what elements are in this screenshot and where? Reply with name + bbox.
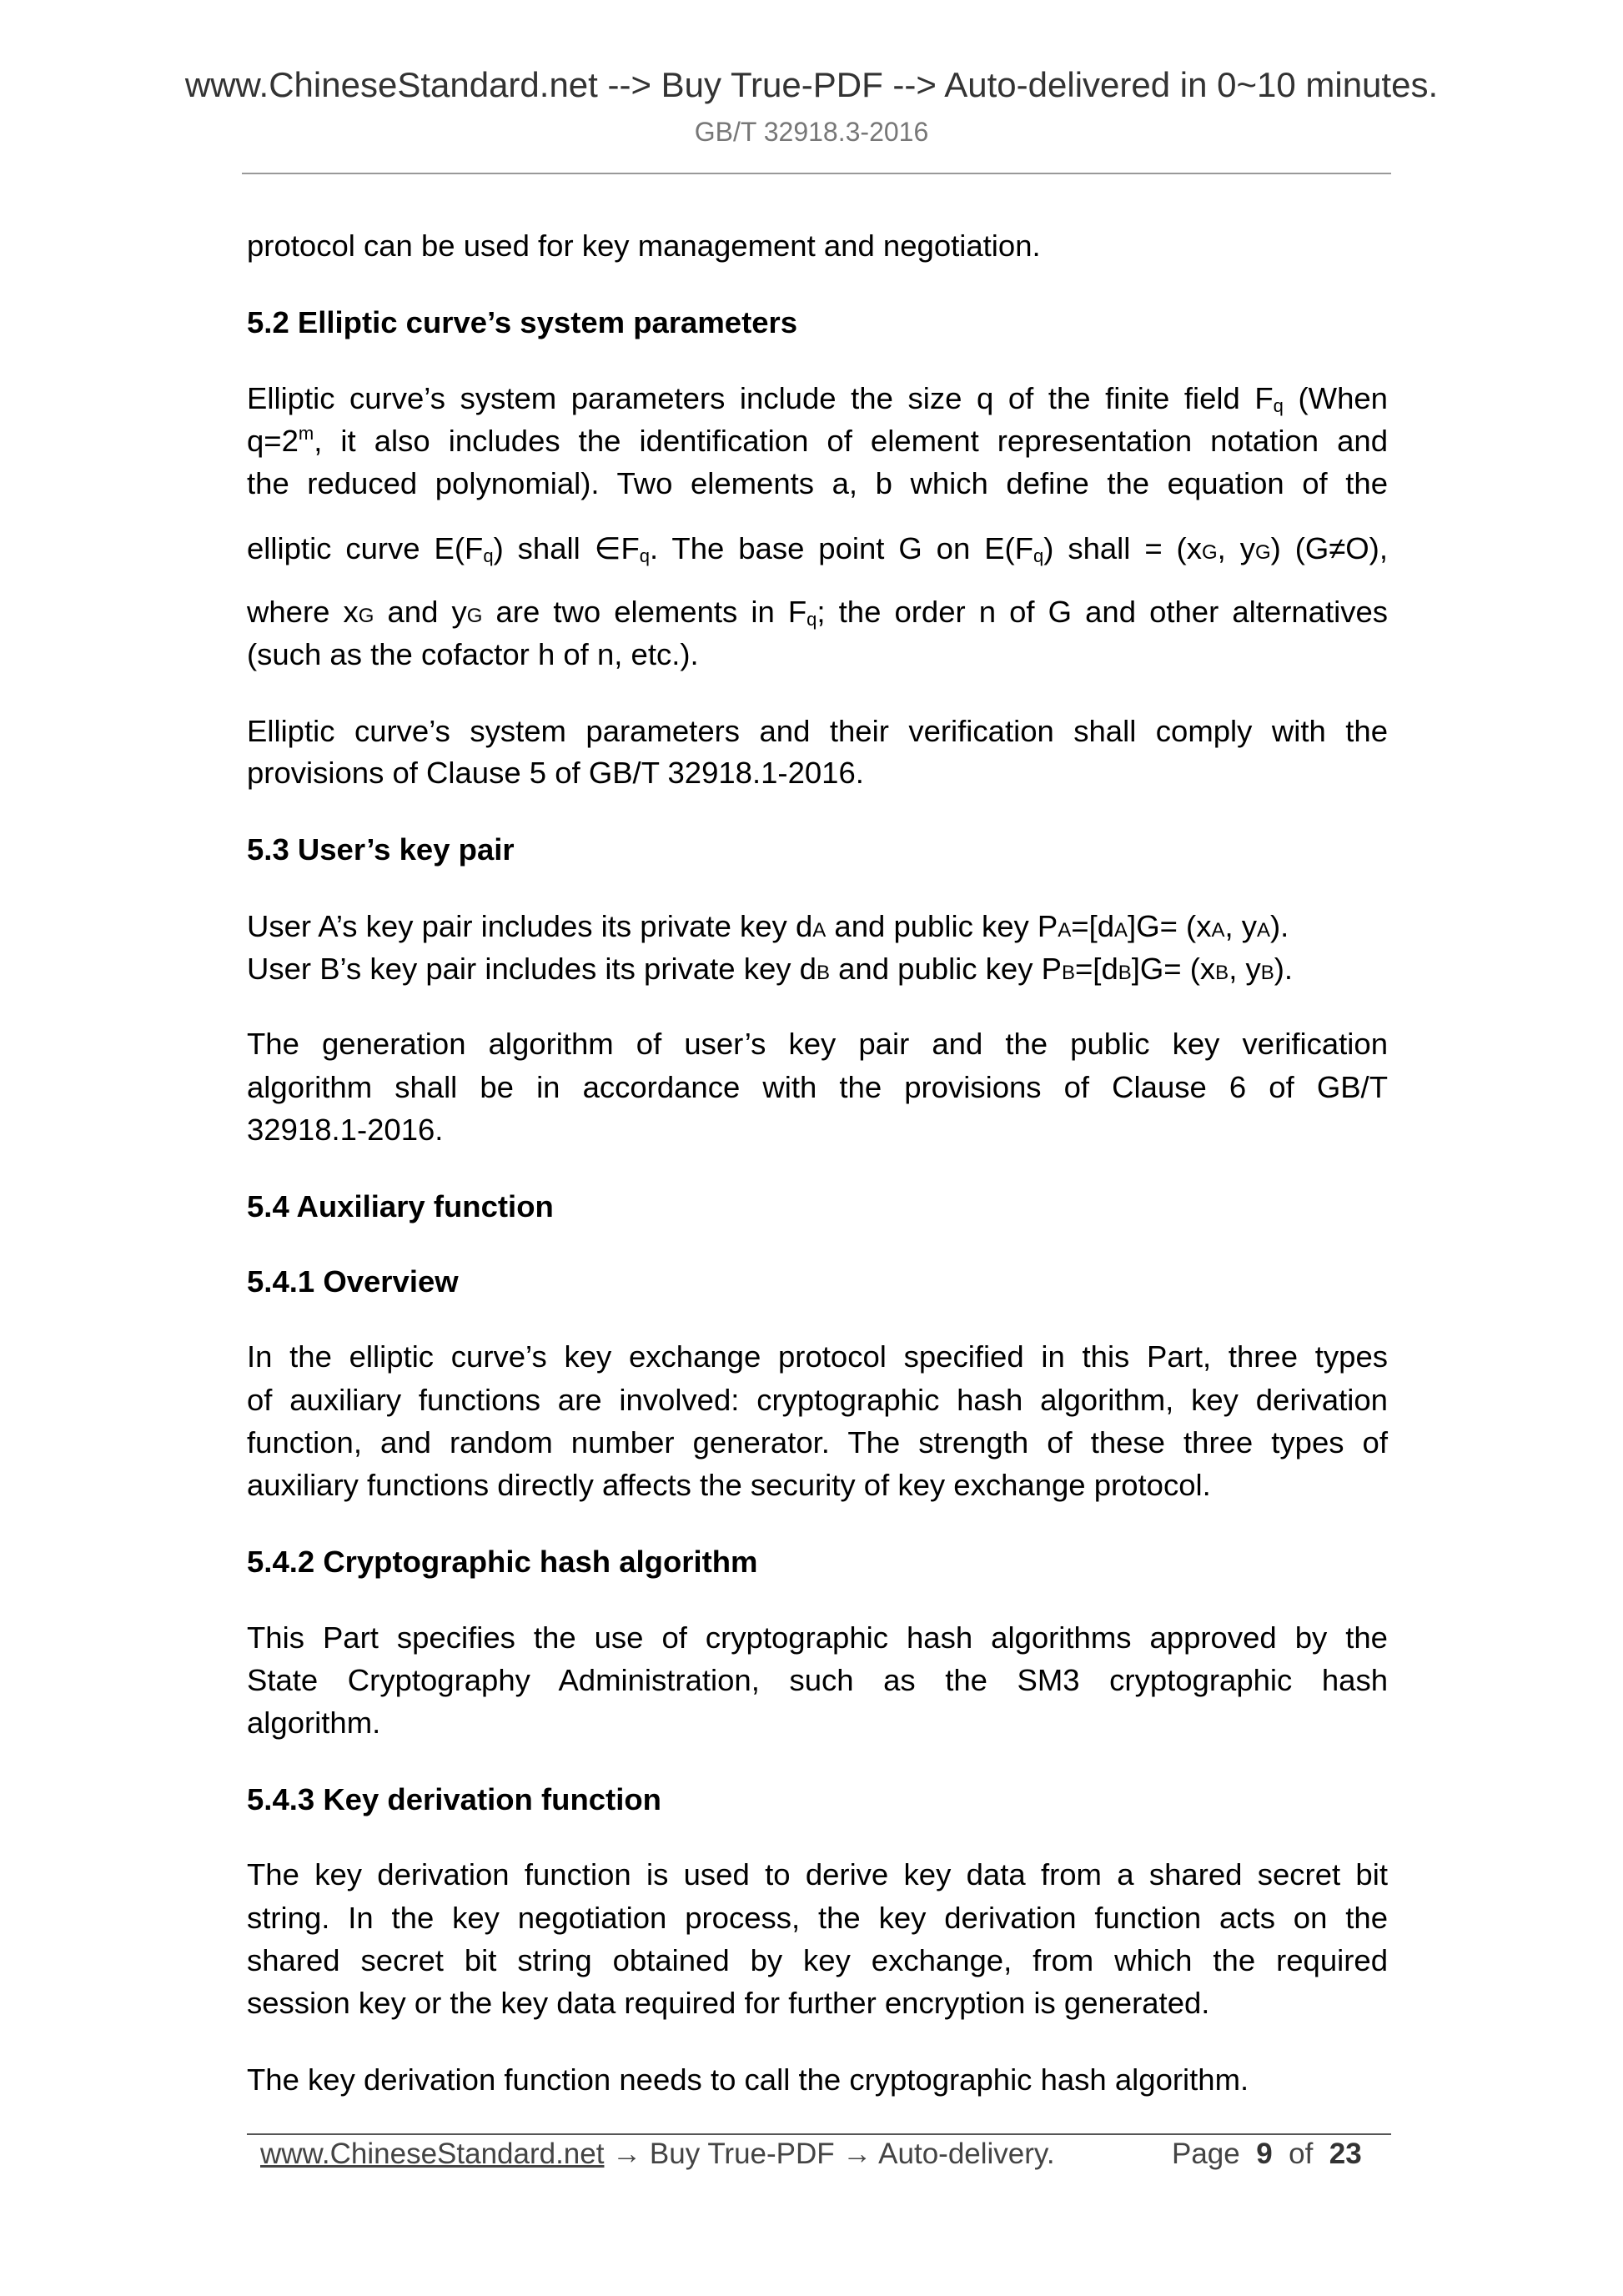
math-subscript: G (1201, 541, 1218, 564)
text-run: , y (1217, 531, 1255, 565)
footer-delivery: Auto-delivery. (872, 2138, 1055, 2170)
page-label: Page (1172, 2138, 1240, 2170)
math-subscript: B (1215, 962, 1229, 984)
text-run: , it also includes the identification of element representation notation and (314, 424, 1388, 458)
text-line (247, 377, 1388, 420)
text-run: algorithm. (247, 1706, 381, 1740)
text-run: In the elliptic curve’s key exchange protocol specified in this Part, three types (247, 1339, 1388, 1374)
text-line (247, 1066, 1388, 1109)
math-subscript: A (1211, 919, 1225, 942)
text-run: 5.4.1 Overview (247, 1264, 459, 1299)
text-run: shared secret bit string obtained by key exchange, from which the required (247, 1943, 1388, 1977)
math-subscript: B (1260, 962, 1274, 984)
of-label: of (1289, 2138, 1314, 2170)
header-banner: www.ChineseStandard.net --> Buy True-PDF --> Auto-delivered in 0~10 minutes. (184, 65, 1439, 104)
text-run: are two elements in F (482, 595, 807, 629)
text-run: function, and random number generator. The strength of these three types of (247, 1425, 1388, 1459)
math-subscript: G (358, 605, 374, 627)
text-run: 5.4.3 Key derivation function (247, 1782, 661, 1816)
math-subscript: B (816, 962, 830, 984)
text-run: of auxiliary functions are involved: cryptographic hash algorithm, key derivation (247, 1383, 1388, 1417)
text-run: and y (374, 595, 467, 629)
text-run: session key or the key data required for further encryption is generated. (247, 1986, 1210, 2020)
section-heading (247, 828, 1388, 872)
text-line (247, 1701, 1388, 1745)
math-subscript: A (1114, 919, 1128, 942)
text-line (247, 527, 1388, 570)
text-run: ). (1274, 952, 1294, 986)
page-number (1172, 2138, 1362, 2171)
text-run: q=2 (247, 424, 299, 458)
text-run: and public key P (829, 952, 1062, 986)
text-line (247, 1464, 1388, 1507)
math-subscript: B (1061, 962, 1075, 984)
text-line (247, 947, 1388, 991)
text-run: =[d (1074, 952, 1118, 986)
text-run: the reduced polynomial). Two elements a, b which define the equation of the (247, 466, 1388, 500)
text-line (247, 1853, 1388, 1897)
text-line (247, 1659, 1388, 1702)
text-run: elliptic curve E(F (247, 531, 484, 565)
arrow-icon: → (612, 2138, 642, 2170)
text-line (247, 1421, 1388, 1465)
text-run: ). (1270, 909, 1289, 943)
text-line (247, 1616, 1388, 1660)
text-line (247, 1982, 1388, 2025)
text-run: User A’s key pair includes its private key d (247, 909, 813, 943)
footer-text (260, 2138, 1055, 2171)
math-subscript: q (1033, 545, 1044, 566)
text-run: string. In the key negotiation process, the key derivation function acts on the (247, 1901, 1388, 1935)
text-line (247, 1939, 1388, 1982)
current-page: 9 (1256, 2138, 1273, 2170)
text-run: The key derivation function needs to call the cryptographic hash algorithm. (247, 2062, 1249, 2097)
text-run: This Part specifies the use of cryptographic hash algorithms approved by the (247, 1620, 1388, 1655)
text-run: provisions of Clause 5 of GB/T 32918.1-2016. (247, 756, 864, 790)
text-line (247, 1379, 1388, 1422)
text-run: , y (1224, 909, 1258, 943)
text-run: 32918.1-2016. (247, 1113, 444, 1147)
text-run: The generation algorithm of user’s key pair and the public key verification (247, 1027, 1388, 1061)
footer-link[interactable]: www.ChineseStandard.net (260, 2138, 605, 2170)
total-pages: 23 (1329, 2138, 1362, 2170)
text-run: 5.2 Elliptic curve’s system parameters (247, 305, 798, 339)
text-run: protocol can be used for key management and negotiation. (247, 229, 1041, 263)
text-line (247, 420, 1388, 463)
section-heading (247, 1540, 1388, 1584)
text-line (247, 1022, 1388, 1066)
text-run: State Cryptography Administration, such as the SM3 cryptographic hash (247, 1663, 1388, 1697)
text-line (247, 751, 1388, 795)
math-subscript: q (1273, 395, 1284, 416)
text-run: Elliptic curve’s system parameters include the size q of the finite field F (247, 381, 1274, 415)
text-line (247, 1335, 1388, 1379)
math-subscript: G (1254, 541, 1271, 564)
text-line (247, 1897, 1388, 1940)
math-subscript: A (812, 919, 827, 942)
text-run: ]G= (x (1131, 952, 1216, 986)
text-run: 5.4 Auxiliary function (247, 1189, 554, 1223)
header-divider (242, 173, 1391, 174)
text-run: , y (1229, 952, 1261, 986)
text-run: ]G= (x (1128, 909, 1212, 943)
section-heading (247, 301, 1388, 344)
text-line (247, 224, 1388, 268)
text-line (247, 590, 1388, 634)
math-subscript: B (1118, 962, 1132, 984)
text-run: ) shall = (x (1043, 531, 1202, 565)
math-subscript: q (639, 545, 650, 566)
text-line (247, 2058, 1388, 2102)
text-run: 5.3 User’s key pair (247, 832, 515, 867)
text-run: Elliptic curve’s system parameters and their verification shall comply with the (247, 714, 1388, 748)
text-line (247, 905, 1388, 948)
math-subscript: G (466, 605, 483, 627)
text-line (247, 633, 1388, 676)
math-subscript: q (806, 609, 817, 630)
text-line (247, 710, 1388, 753)
section-heading (247, 1185, 1388, 1228)
text-run: User B’s key pair includes its private key d (247, 952, 817, 986)
text-run: and public key P (826, 909, 1058, 943)
text-run: (When (1283, 381, 1388, 415)
math-subscript: q (483, 545, 494, 566)
text-run: ) shall ∈F (493, 531, 640, 565)
text-line (247, 1108, 1388, 1152)
text-run: The key derivation function is used to derive key data from a shared secret bit (247, 1857, 1388, 1892)
math-subscript: A (1257, 919, 1271, 942)
arrow-icon: → (842, 2138, 872, 2170)
text-run: ; the order n of G and other alternatives (817, 595, 1388, 629)
text-run: =[d (1071, 909, 1115, 943)
math-subscript: A (1058, 919, 1072, 942)
text-run: 5.4.2 Cryptographic hash algorithm (247, 1545, 758, 1579)
document-id: GB/T 32918.3-2016 (694, 117, 929, 147)
text-line (247, 462, 1388, 505)
text-run: (such as the cofactor h of n, etc.). (247, 637, 699, 671)
text-run: auxiliary functions directly affects the security of key exchange protocol. (247, 1468, 1211, 1502)
text-run: algorithm shall be in accordance with the provisions of Clause 6 of GB/T (247, 1070, 1388, 1104)
footer-divider (247, 2133, 1391, 2135)
section-heading (247, 1260, 1388, 1304)
text-run: . The base point G on E(F (650, 531, 1033, 565)
section-heading (247, 1778, 1388, 1821)
text-run: where x (247, 595, 359, 629)
text-run: ) (G≠O), (1270, 531, 1388, 565)
math-subscript: m (298, 423, 314, 444)
footer-buy: Buy True-PDF (641, 2138, 843, 2170)
